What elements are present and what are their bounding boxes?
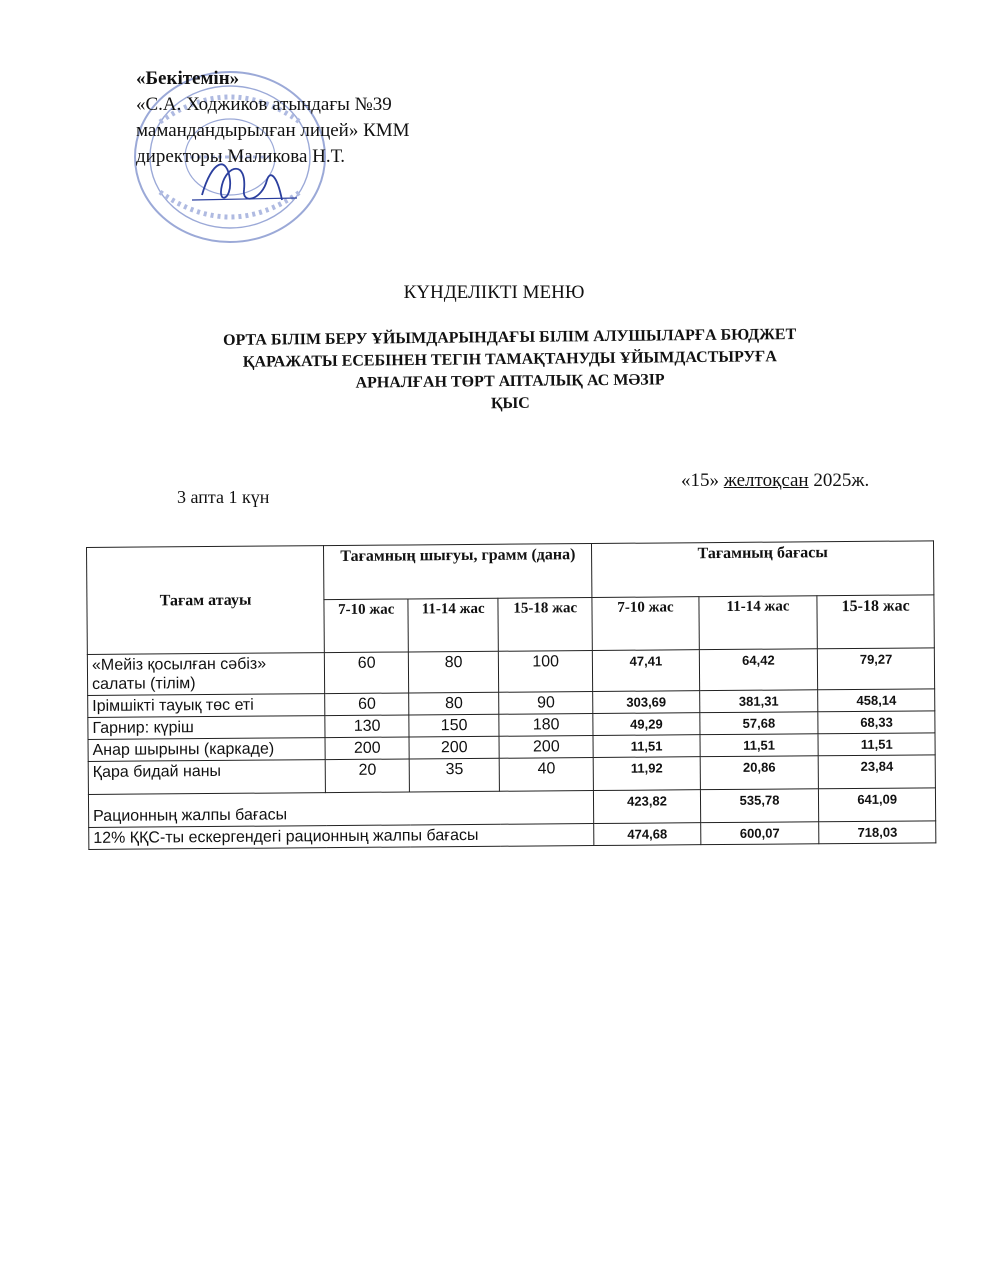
yield-value: 130 xyxy=(325,715,409,738)
header-price: Тағамның бағасы xyxy=(592,541,934,597)
yield-value: 180 xyxy=(499,714,593,737)
price-value: 11,51 xyxy=(700,734,819,757)
yield-value: 100 xyxy=(499,651,593,693)
subtitle-line: АРНАЛҒАН ТӨРТ АПТАЛЫҚ АС МӘЗІР xyxy=(355,371,665,392)
yield-value: 200 xyxy=(409,736,499,759)
date-month: желтоқсан xyxy=(723,470,809,491)
approval-director: директоры Маликова Н.Т. xyxy=(136,146,346,167)
price-value: 79,27 xyxy=(818,648,935,690)
document-title: КҮНДЕЛІКТІ МЕНЮ xyxy=(403,282,585,303)
yield-value: 40 xyxy=(499,758,593,792)
yield-value: 60 xyxy=(325,693,409,716)
vat-total-label: 12% ҚҚС-ты ескергендегі рационның жалпы бағасы xyxy=(89,824,594,850)
yield-value: 80 xyxy=(409,692,499,715)
approval-line: «С.А. Ходжиков атындағы №39 xyxy=(136,94,392,115)
yield-age-15-18: 15-18 жас xyxy=(498,597,593,651)
price-value: 11,51 xyxy=(818,733,935,756)
price-value: 57,68 xyxy=(700,712,819,735)
yield-value: 60 xyxy=(325,652,409,694)
table-row xyxy=(87,648,934,696)
table-header-row xyxy=(87,541,934,601)
header-dish-name: Тағам атауы xyxy=(87,546,325,655)
total-label: Рационның жалпы бағасы xyxy=(88,791,594,828)
price-value: 381,31 xyxy=(699,690,818,713)
vat-total-value: 600,07 xyxy=(700,822,819,845)
header-yield: Тағамның шығуы, грамм (дана) xyxy=(324,544,592,600)
price-age-15-18: 15-18 жас xyxy=(817,594,934,648)
yield-value: 200 xyxy=(499,736,593,759)
dish-name: «Мейіз қосылған сәбіз» салаты (тілім) xyxy=(87,653,325,696)
price-value: 303,69 xyxy=(593,691,700,714)
vat-total-value: 474,68 xyxy=(594,823,701,846)
yield-age-11-14: 11-14 жас xyxy=(408,598,498,652)
subtitle-line: ОРТА БІЛІМ БЕРУ ҰЙЫМДАРЫНДАҒЫ БІЛІМ АЛУШЫЛАРҒА БЮДЖЕТ xyxy=(223,326,797,350)
dish-name: Анар шырыны (каркаде) xyxy=(88,738,325,762)
total-value: 423,82 xyxy=(594,790,701,824)
vat-total-value: 718,03 xyxy=(819,821,936,844)
dish-name: Гарнир: күріш xyxy=(88,716,325,740)
price-value: 20,86 xyxy=(700,756,819,790)
price-age-7-10: 7-10 жас xyxy=(592,596,699,650)
menu-table xyxy=(86,540,936,850)
approval-heading: «Бекітемін» xyxy=(136,68,240,89)
yield-value: 90 xyxy=(499,692,593,715)
price-value: 68,33 xyxy=(818,711,935,734)
yield-age-7-10: 7-10 жас xyxy=(324,598,408,652)
dish-name: Ірімшікті тауық төс еті xyxy=(88,694,325,718)
total-value: 535,78 xyxy=(700,789,819,823)
dish-name: Қара бидай наны xyxy=(88,760,326,795)
price-value: 64,42 xyxy=(699,649,818,691)
subtitle-season: ҚЫС xyxy=(490,394,530,413)
price-value: 47,41 xyxy=(593,650,700,692)
yield-value: 80 xyxy=(409,651,499,693)
subtitle-line: ҚАРАЖАТЫ ЕСЕБІНЕН ТЕГІН ТАМАҚТАНУДЫ ҰЙЫМДАСТЫРУҒА xyxy=(242,348,777,371)
yield-value: 20 xyxy=(325,759,409,793)
approval-block xyxy=(136,66,410,170)
yield-value: 35 xyxy=(409,758,499,792)
menu-date xyxy=(681,470,869,492)
price-value: 23,84 xyxy=(819,755,936,789)
price-value: 11,92 xyxy=(593,757,700,791)
price-value: 11,51 xyxy=(593,735,700,758)
week-day-label: 3 апта 1 күн xyxy=(177,487,270,507)
approval-line: мамандандырылған лицей» КММ xyxy=(136,120,410,141)
document-subtitle xyxy=(150,323,871,419)
price-value: 458,14 xyxy=(818,689,935,712)
date-day: «15» xyxy=(681,470,719,491)
total-value: 641,09 xyxy=(819,788,936,822)
price-age-11-14: 11-14 жас xyxy=(699,595,818,649)
price-value: 49,29 xyxy=(593,713,700,736)
yield-value: 200 xyxy=(325,737,409,760)
yield-value: 150 xyxy=(409,714,499,737)
date-year: 2025ж. xyxy=(813,470,870,491)
